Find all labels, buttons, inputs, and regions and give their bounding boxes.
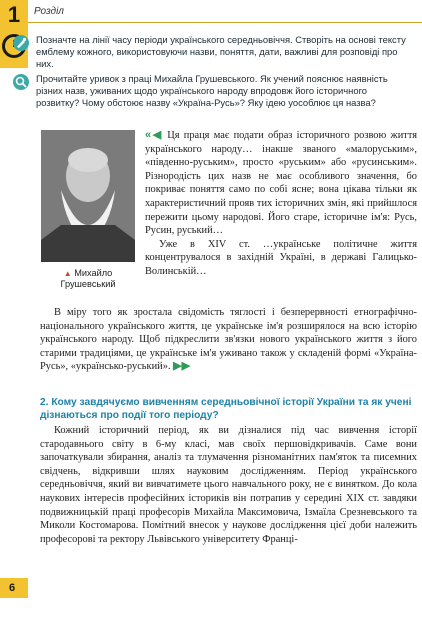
section-body: Кожний історичний період, як ви дізналися під час вивчення історії стародавнього світу в 6-му класі, мав своїх першовідкривачів. Саме вони започаткували збирання, аналіз та тлумачення різноманітних пам'яток та писемних свідчень, відкривши шлях науковим дослідженням. Період українського середньовіччя, який ви вивчатимете цього навчального року, не є винятком. До кола наукових інтересів професійних істориків він потрапив у середині XIX ст. завдяки подвижницькій праці професорів Михайла Максимовича, Ізмаїла Срезневського та Миколи Костомарова. Помітний внесок у наукове дослідження цієї доби належить професорові та ректору Львівського університету Франці- (40, 425, 417, 545)
quote-block (145, 129, 417, 279)
portrait-caption: ▲ Михайло Грушевський (60, 268, 116, 289)
quote-close-icon: ▶▶ (173, 360, 191, 373)
portrait-image (41, 130, 135, 262)
quote-paragraph-1: Ця праця має подати образ історичного розвою життя українського народу… інакше званого «малоруським», «південно-руським», просто «руським» або «русинським». Різнородість цих назв не має особливого значення, бо покриває поняття само по собі ясне; вона цікава тільки як характеристичний прояв тих історичних змін, які прийшлося пережити цьому народові. Його старе, історичне ім'я: Русь, Русин, руський… (145, 130, 418, 237)
magnifier-icon (13, 74, 29, 90)
brush-icon (13, 35, 29, 51)
triangle-icon: ▲ (63, 269, 72, 278)
task-2-text: Прочитайте уривок з праці Михайла Грушевського. Як учений пояснює наявність різних назв, уживаних щодо українського народу впродовж його історичного розвитку? Чому обстоює назву «Україна-Русь»? Яку ідею уособлює ця назва? (36, 73, 388, 108)
header-rule (28, 22, 422, 23)
section-label: Розділ (34, 6, 64, 17)
task-1 (36, 34, 412, 70)
quote-paragraph-3: В міру того як зростала свідомість тяглості і безперервності етнографічно-національного українського життя, це українське ім'я розширялося на всю історію українського народу. Щоб підкреслити зв'язки нового українського життя з його старими традиціями, це українське ім'я уживано також у складеній формі «Україна-Русь», «українсько-руський». (40, 307, 417, 373)
quote-open-icon: «◀ (145, 129, 163, 141)
chapter-number: 1 (0, 0, 28, 30)
page-number: 6 (9, 582, 16, 594)
task-1-text: Позначте на лінії часу періоди українського середньовіччя. Створіть на основі тексту емблему кожного, використовуючи назви, поняття, дати, важливі для розповіді про них. (36, 34, 406, 69)
quote-paragraph-2: Уже в XIV ст. …українське політичне життя концентрувалося в західній Україні, в державі Галицько-Волинській… (145, 238, 417, 277)
section-heading: 2. Кому завдячуємо вивченням середньовічної історії України та як учені дізнаються про події того періоду? (40, 397, 412, 421)
page-header (0, 0, 422, 30)
quote-block-continued (40, 306, 417, 374)
task-2 (36, 73, 412, 109)
